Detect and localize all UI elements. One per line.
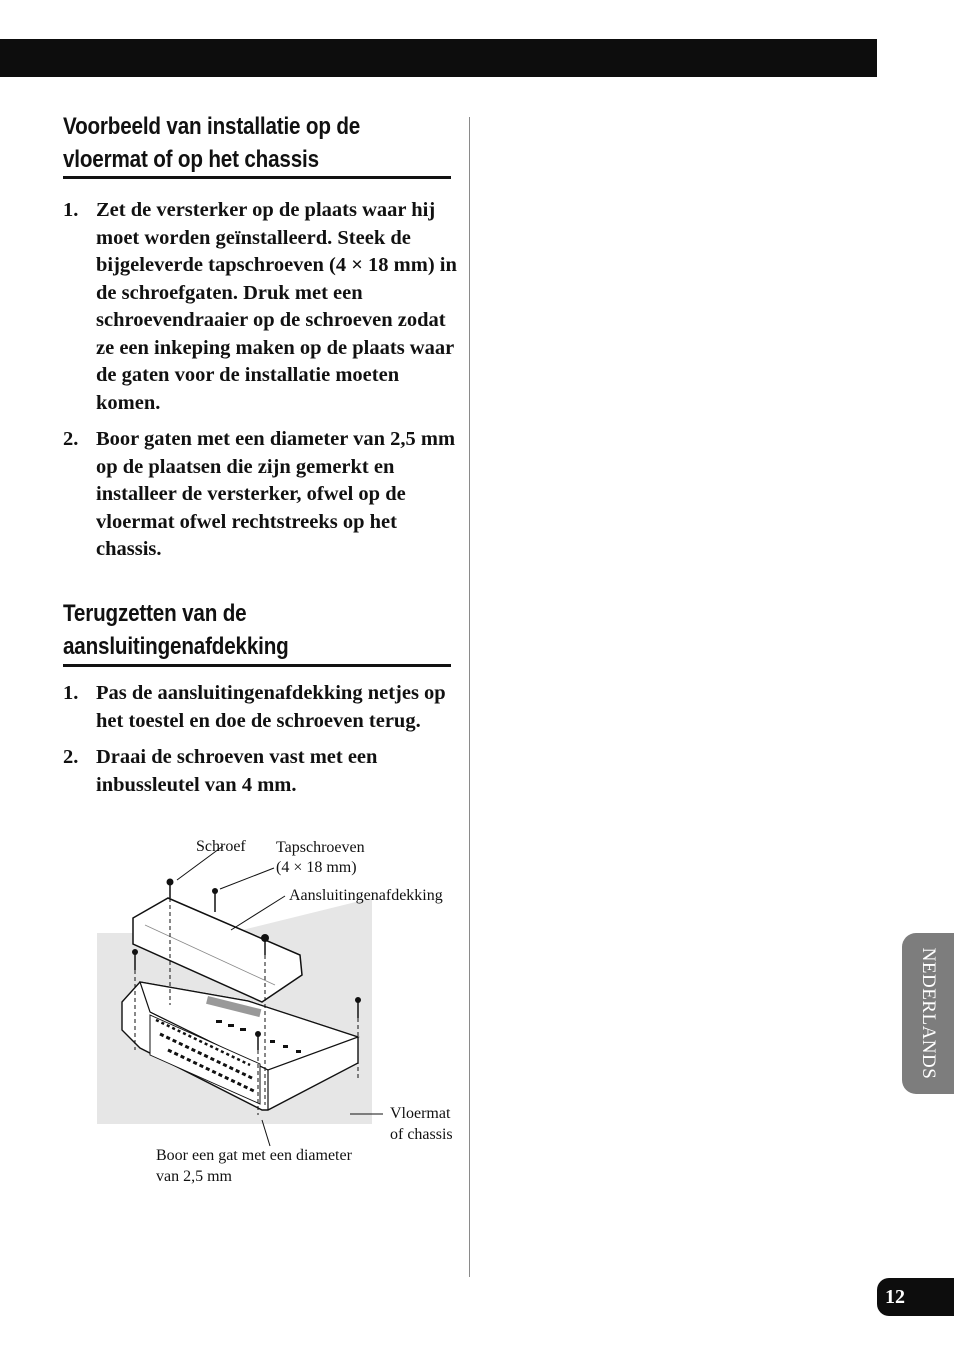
section-title-line-2: aansluitingenafdekking <box>63 633 289 660</box>
label-aansluitingenafdekking: Aansluitingenafdekking <box>289 887 443 904</box>
label-tapschroeven: Tapschroeven <box>276 839 365 856</box>
label-of-chassis: of chassis <box>390 1126 453 1143</box>
step-text: Boor gaten met een diameter van 2,5 mm op de plaatsen die zijn gemerkt en installeer de versterker, ofwel op de vloermat ofwel rechtstreeks op het chassis. <box>96 428 456 560</box>
section-title-line-1: Terugzetten van de <box>63 600 247 627</box>
page-number: 12 <box>885 1286 905 1308</box>
label-boor-diameter: van 2,5 mm <box>156 1168 232 1185</box>
label-tapschroeven-size: (4 × 18 mm) <box>276 859 357 876</box>
step-number: 2. <box>63 746 79 768</box>
label-schroef: Schroef <box>196 838 246 855</box>
page-number-badge <box>877 1278 954 1316</box>
step-text: Zet de versterker op de plaats waar hij moet worden geïnstalleerd. Steek de bijgeleverde tapschroeven (4 × 18 mm) in de schroefgaten. Druk met een schroevendraaier op de schroeven zodat ze een inkeping maken op de plaats waar de gaten voor de installatie moeten komen. <box>96 199 457 414</box>
label-boor-gat: Boor een gat met een diameter <box>156 1147 352 1164</box>
language-tab-label: NEDERLANDS <box>918 947 939 1080</box>
step-number: 1. <box>63 682 79 704</box>
step-text: Draai de schroeven vast met een inbussleutel van 4 mm. <box>96 746 378 796</box>
step-text: Pas de aansluitingenafdekking netjes op het toestel en doe de schroeven terug. <box>96 682 446 732</box>
section-title-line-2: vloermat of op het chassis <box>63 146 319 173</box>
step-number: 1. <box>63 199 79 221</box>
label-vloermat: Vloermat <box>390 1105 451 1122</box>
language-tab <box>902 933 954 1094</box>
step-number: 2. <box>63 428 79 450</box>
section-title-line-1: Voorbeeld van installatie op de <box>63 113 361 140</box>
